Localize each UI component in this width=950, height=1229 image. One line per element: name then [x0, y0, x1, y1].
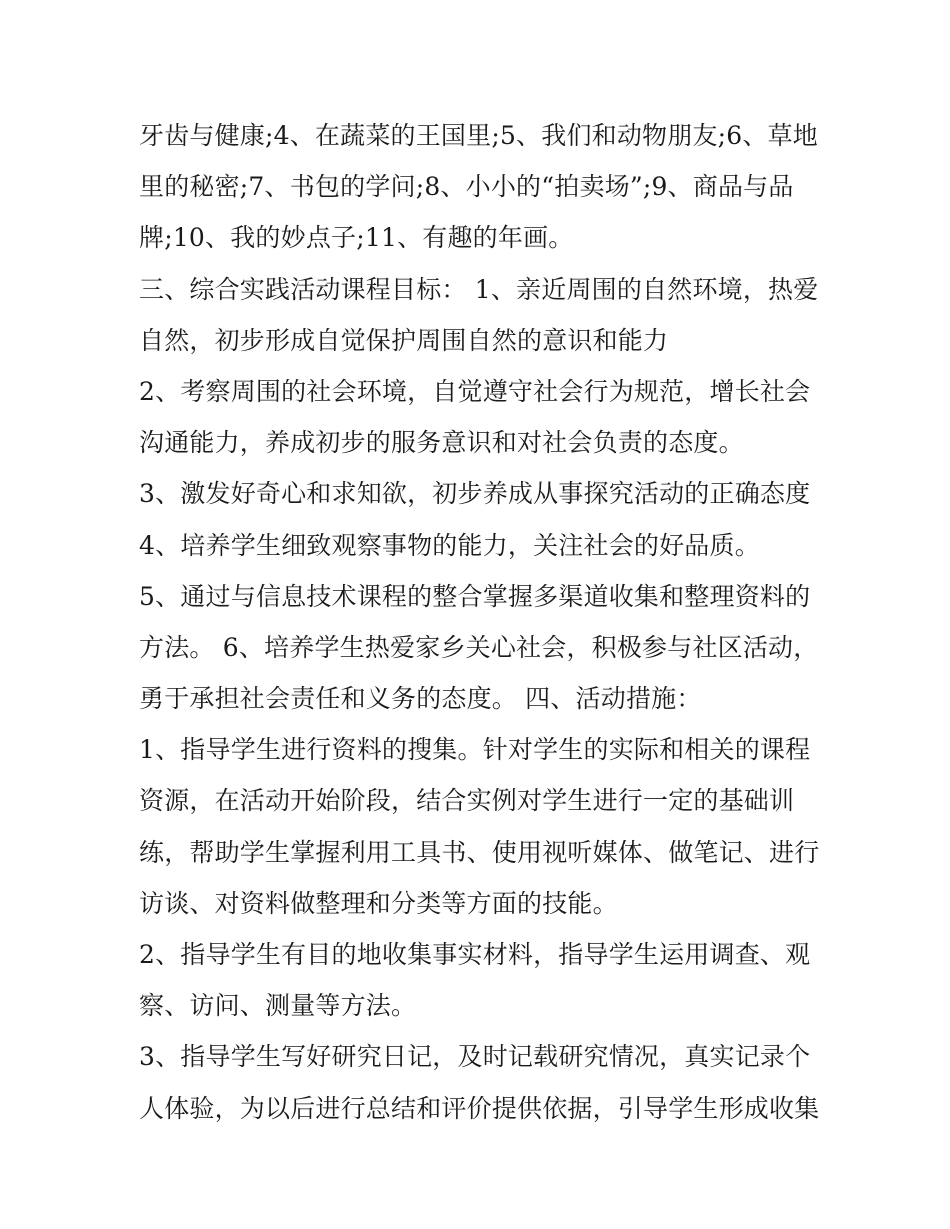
- text-line: 三、综合实践活动课程目标： 1、亲近周围的自然环境，热爱: [139, 274, 819, 304]
- text-line: 勇于承担社会责任和义务的态度。 四、活动措施：: [139, 684, 702, 714]
- text-line: 里的秘密;7、书包的学问;8、小小的“拍卖场”;9、商品与品: [139, 172, 794, 202]
- text-line: 访谈、对资料做整理和分类等方面的技能。: [139, 888, 618, 918]
- text-line: 练，帮助学生掌握利用工具书、使用视听媒体、做笔记、进行: [139, 837, 820, 867]
- text-line: 方法。 6、培养学生热爱家乡关心社会，积极参与社区活动，: [139, 632, 819, 662]
- text-line: 2、考察周围的社会环境，自觉遵守社会行为规范，增长社会: [139, 376, 811, 406]
- document-body: [139, 110, 829, 1134]
- text-line: 察、访问、测量等方法。: [139, 991, 417, 1021]
- text-line: 1、指导学生进行资料的搜集。针对学生的实际和相关的课程: [139, 735, 811, 765]
- text-line: 3、指导学生写好研究日记，及时记载研究情况，真实记录个: [139, 1042, 811, 1072]
- text-line: 资源，在活动开始阶段，结合实例对学生进行一定的基础训: [139, 786, 795, 816]
- text-line: 4、培养学生细致观察事物的能力，关注社会的好品质。: [139, 530, 760, 560]
- text-line: 自然，初步形成自觉保护周围自然的意识和能力: [139, 325, 669, 355]
- text-line: 沟通能力，养成初步的服务意识和对社会负责的态度。: [139, 428, 744, 458]
- text-line: 2、指导学生有目的地收集事实材料，指导学生运用调查、观: [139, 940, 811, 969]
- text-line: 人体验，为以后进行总结和评价提供依据，引导学生形成收集: [139, 1093, 820, 1123]
- text-line: 牙齿与健康;4、在蔬菜的王国里;5、我们和动物朋友;6、草地: [139, 121, 818, 150]
- text-line: 牌;10、我的妙点子;11、有趣的年画。: [139, 223, 574, 253]
- text-line: 3、激发好奇心和求知欲，初步养成从事探究活动的正确态度: [139, 479, 811, 509]
- text-line: 5、通过与信息技术课程的整合掌握多渠道收集和整理资料的: [139, 581, 811, 611]
